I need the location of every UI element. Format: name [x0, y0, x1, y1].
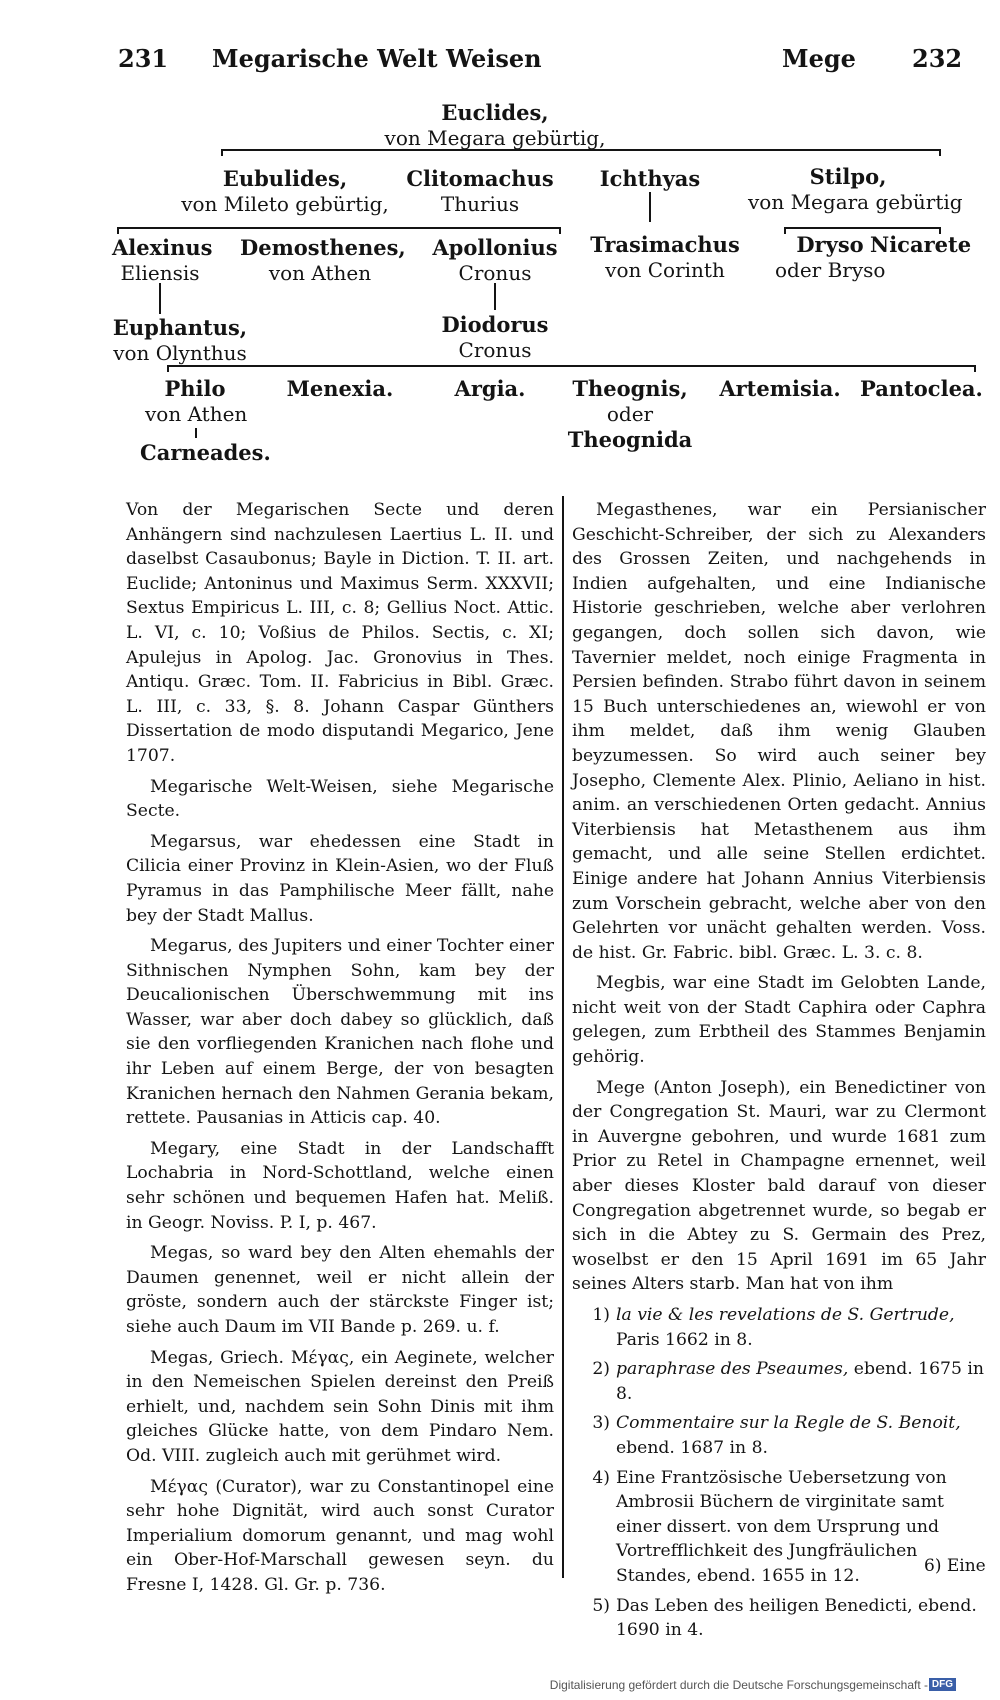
entry-megarus: Megarus, des Jupiters und einer Tochter einer Sithnischen Nymphen Sohn, kam bey der Deucalionischen Überschwemmung mit ins Wasser, war aber doch dabey so glücklich, daß sie den vorfliegenden Kranichen nach flohe und ihr Leben auf einem Berge, der von besagten Kranichen hernach den Nahmen Gerania bekam, rettete. Pausanias in Atticis cap. 40. [126, 936, 554, 1129]
entry-megas-aeginete: Megas, Griech. Μέγας, ein Aeginete, welcher in den Nemeischen Spielen dereinst den Preiß erhielt, und, nachdem sein Sohn Dinis mit ihm gleiches Glücke hatte, von dem Pindaro Nem. Od. VIII. zugleich auch mit gerühmet wird. [126, 1347, 554, 1466]
tree-node-argia: Argia. [454, 376, 526, 401]
paragraph-megarische-secte-sources: Von der Megarischen Secte und deren Anhängern sind nachzulesen Laertius L. II. und daselbst Casaubonus; Bayle in Diction. T. II. art. Euclide; Antoninus und Maximus Serm. XXXVII; Sextus Empiricus L. III, c. 8; Gellius Noct. Attic. L. VI, c. 10; Voßius de Philos. Sectis, c. XI; Apulejus in Apolog. Jac. Gronovius in Thes. Antiqu. Græc. Tom. II. Fabricius in Bibl. Græc. L. III, c. 33, §. 8. Johann Caspar Günthers Dissertation de modo disputandi Megarico, Jene 1707. [126, 500, 554, 766]
entry-megasthenes: Megasthenes, war ein Persianischer Geschicht-Schreiber, der sich zu Alexanders des Grossen Zeiten, und nachgehends in Indien aufgehalten, und eine Indianische Historie geschrieben, welche aber verlohren gegangen, doch sollen sich davon, wie Tavernier meldet, noch einige Fragmenta in Persien befinden. Strabo führt davon in seinem 15 Buch unterschiedenes an, wiewohl er von ihm meldet, daß ihm wenig Glauben beyzumessen. So wird auch seiner bey Josepho, Clemente Alex. Plinio, Aeliano in hist. anim. an verschiedenen Orten gedacht. Annius Viterbiensis hat Metasthenem aus ihm gemacht, und alle seine Stellen erdichtet. Einige andere hat Johann Annius Viterbiensis zum Vorschein gebracht, welche aber von den Gelehrten vor unächt gehalten werden. Voss. de hist. Gr. Fabric. bibl. Græc. L. 3. c. 8. [572, 500, 986, 963]
right-column [572, 498, 986, 1648]
entry-megas-daumen: Megas, so ward bey den Alten ehemahls der Daumen genennet, weil er nicht allein der gröste, sondern auch der stärckste Finger ist; siehe auch Daum im VII Bande p. 269. u. f. [126, 1243, 554, 1337]
tree-node-trasimachus: Trasimachus von Corinth [590, 232, 740, 282]
dfg-logo: DFG [929, 1678, 956, 1691]
tree-node-ichthyas: Ichthyas [599, 166, 701, 191]
digitization-credit: Digitalisierung gefördert durch die Deutsche Forschungsgemeinschaft - [549, 1678, 928, 1692]
entry-megarische-welt-weisen: Megarische Welt-Weisen, siehe Megarische Secte. [126, 776, 554, 822]
tree-node-menexia: Menexia. [286, 376, 394, 401]
bracket-eubulides [118, 228, 560, 234]
page-number-right: 232 [912, 44, 963, 73]
entry-megbis: Megbis, war eine Stadt im Gelobten Lande, nicht weit von der Stadt Caphira oder Caphra gelegen, zum Erbtheil des Stammes Benjamin gehörig. [572, 973, 986, 1068]
tree-node-alexinus: Alexinus Eliensis [112, 235, 213, 285]
tree-node-stilpo: Stilpo, von Megara gebürtig [748, 164, 963, 214]
tree-node-euclides: Euclides, von Megara gebürtig, [384, 100, 606, 150]
catchword-footer: 6) Eine [924, 1556, 986, 1576]
tree-node-theognis: Theognis, oder Theognida [567, 376, 693, 452]
entry-mege: Mege (Anton Joseph), ein Benedictiner von der Congregation St. Mauri, war zu Clermont in Auvergne gebohren, und wurde 1681 zum Prior zu Retel in Champagne ernennet, weil aber dieses Kloster bald darauf von dieser Congregation abgetrennet wurde, so begab er sich in die Abtey zu S. Germain des Prez, woselbst er den 15 April 1691 im 65 Jahr seines Alters starb. Man hat von ihm [572, 1077, 986, 1295]
tree-node-pantoclea: Pantoclea. [860, 376, 983, 401]
column-divider [562, 496, 564, 1578]
tree-node-euphantus: Euphantus, von Olynthus [112, 315, 248, 365]
left-column [126, 498, 554, 1604]
works-list-item: 4) Eine Frantzösische Uebersetzung von Ambrosii Büchern de virginitate samt einer dissert. von dem Ursprung und Vortrefflichkeit des Jungfräulichen Standes, ebend. 1655 in 12. [592, 1467, 947, 1586]
tree-node-demosthenes: Demosthenes, von Athen [240, 235, 406, 285]
tree-node-clitomachus: Clitomachus Thurius [406, 166, 554, 216]
works-list-item: 1) la vie & les revelations de S. Gertrude, Paris 1662 in 8. [592, 1305, 955, 1350]
tree-node-philo: Philo von Athen [145, 376, 248, 426]
page-number-left: 231 [118, 44, 169, 73]
tree-node-carneades: Carneades. [140, 440, 271, 465]
bracket-level4 [168, 366, 975, 372]
catchword-header: Mege [782, 44, 856, 73]
tree-node-diodorus: Diodorus Cronus [441, 312, 549, 362]
tree-node-dryso: Dryso oder Bryso [775, 232, 886, 282]
tree-node-eubulides: Eubulides, von Mileto gebürtig, [181, 166, 389, 216]
entry-megary: Megary, eine Stadt in der Landschafft Lochabria in Nord-Schottland, welche einen sehr schönen und bequemen Hafen hat. Meliß. in Geogr. Noviss. P. I, p. 467. [126, 1138, 554, 1233]
tree-node-nicarete: Nicarete [870, 232, 972, 257]
entry-megarsus: Megarsus, war ehedessen eine Stadt in Cilicia einer Provinz in Klein-Asien, wo der Fluß Pyramus in das Pamphilische Meer fällt, nahe bey der Stadt Mallus. [126, 831, 554, 926]
tree-node-artemisia: Artemisia. [719, 376, 841, 401]
works-list-item: 5) Das Leben des heiligen Benedicti, ebend. 1690 in 4. [592, 1595, 977, 1641]
running-title: Megarische Welt Weisen [212, 44, 542, 73]
entry-megas-curator: Μέγας (Curator), war zu Constantinopel eine sehr hohe Dignität, wird auch sonst Curator Imperialium domorum genannt, und mag wohl ein Ober-Hof-Marschall gewesen seyn. du Fresne I, 1428. Gl. Gr. p. 736. [126, 1476, 554, 1595]
works-list-item: 3) Commentaire sur la Regle de S. Benoit, ebend. 1687 in 8. [592, 1413, 961, 1458]
works-list-item: 2) paraphrase des Pseaumes, ebend. 1675 in 8. [592, 1359, 984, 1404]
tree-node-apollonius: Apollonius Cronus [432, 235, 558, 285]
